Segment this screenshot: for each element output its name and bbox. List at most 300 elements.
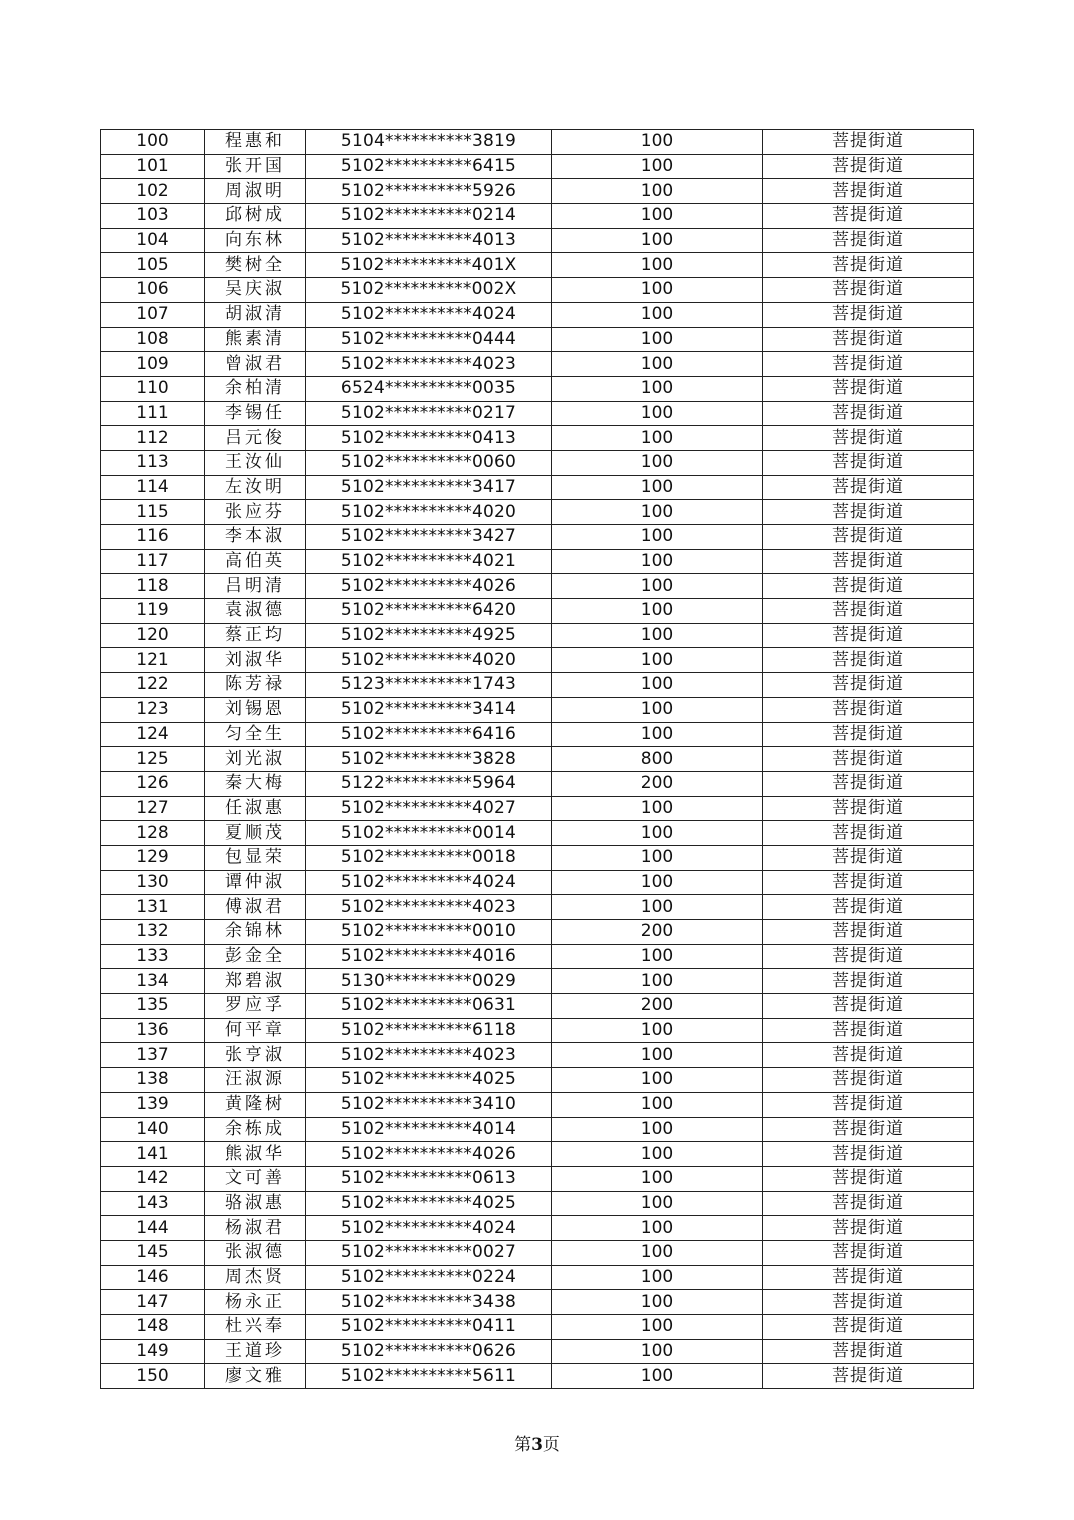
cell-street: 菩提街道 — [763, 599, 974, 624]
cell-amount: 100 — [552, 895, 763, 920]
cell-id-number: 5102**********0613 — [306, 1166, 552, 1191]
table-row — [101, 1216, 974, 1241]
cell-name: 罗应孚 — [205, 994, 306, 1019]
cell-name: 匀全生 — [205, 722, 306, 747]
table-row — [101, 302, 974, 327]
cell-amount: 100 — [552, 253, 763, 278]
cell-id-number: 5102**********0060 — [306, 450, 552, 475]
table-row — [101, 845, 974, 870]
cell-street: 菩提街道 — [763, 204, 974, 229]
cell-street: 菩提街道 — [763, 994, 974, 1019]
cell-street: 菩提街道 — [763, 1043, 974, 1068]
cell-name: 高伯英 — [205, 549, 306, 574]
cell-id-number: 5102**********5926 — [306, 179, 552, 204]
cell-number: 144 — [101, 1216, 205, 1241]
cell-id-number: 5102**********4013 — [306, 228, 552, 253]
page-footer — [0, 1430, 1074, 1455]
cell-name: 陈芳禄 — [205, 673, 306, 698]
cell-street: 菩提街道 — [763, 376, 974, 401]
cell-street: 菩提街道 — [763, 1315, 974, 1340]
cell-id-number: 5102**********0010 — [306, 920, 552, 945]
cell-amount: 100 — [552, 944, 763, 969]
cell-id-number: 5123**********1743 — [306, 673, 552, 698]
cell-number: 120 — [101, 623, 205, 648]
cell-amount: 100 — [552, 1290, 763, 1315]
table-row — [101, 426, 974, 451]
cell-id-number: 5102**********4023 — [306, 352, 552, 377]
table-row — [101, 870, 974, 895]
table-row — [101, 549, 974, 574]
cell-number: 118 — [101, 574, 205, 599]
cell-number: 145 — [101, 1240, 205, 1265]
cell-number: 121 — [101, 648, 205, 673]
cell-id-number: 5102**********0413 — [306, 426, 552, 451]
cell-number: 138 — [101, 1068, 205, 1093]
cell-id-number: 5102**********0014 — [306, 821, 552, 846]
cell-number: 114 — [101, 475, 205, 500]
cell-street: 菩提街道 — [763, 475, 974, 500]
cell-name: 王汝仙 — [205, 450, 306, 475]
cell-name: 张应芬 — [205, 500, 306, 525]
cell-name: 杜兴奉 — [205, 1315, 306, 1340]
cell-number: 107 — [101, 302, 205, 327]
table-row — [101, 376, 974, 401]
cell-number: 115 — [101, 500, 205, 525]
cell-street: 菩提街道 — [763, 1265, 974, 1290]
footer-prefix: 第 — [514, 1435, 532, 1455]
cell-number: 149 — [101, 1339, 205, 1364]
cell-id-number: 5102**********4021 — [306, 549, 552, 574]
table-row — [101, 747, 974, 772]
data-table — [100, 129, 974, 1389]
cell-amount: 100 — [552, 845, 763, 870]
cell-name: 张淑德 — [205, 1240, 306, 1265]
cell-street: 菩提街道 — [763, 623, 974, 648]
cell-number: 122 — [101, 673, 205, 698]
cell-amount: 100 — [552, 500, 763, 525]
table-row — [101, 944, 974, 969]
cell-id-number: 5102**********0444 — [306, 327, 552, 352]
cell-amount: 100 — [552, 648, 763, 673]
cell-id-number: 5102**********0224 — [306, 1265, 552, 1290]
cell-amount: 100 — [552, 278, 763, 303]
cell-id-number: 5130**********0029 — [306, 969, 552, 994]
cell-number: 106 — [101, 278, 205, 303]
cell-name: 余锦林 — [205, 920, 306, 945]
cell-id-number: 5102**********4925 — [306, 623, 552, 648]
table-row — [101, 1092, 974, 1117]
cell-street: 菩提街道 — [763, 944, 974, 969]
cell-name: 任淑惠 — [205, 796, 306, 821]
cell-name: 左汝明 — [205, 475, 306, 500]
cell-number: 113 — [101, 450, 205, 475]
cell-number: 125 — [101, 747, 205, 772]
cell-street: 菩提街道 — [763, 1092, 974, 1117]
cell-name: 包显荣 — [205, 845, 306, 870]
cell-id-number: 5102**********4014 — [306, 1117, 552, 1142]
cell-number: 142 — [101, 1166, 205, 1191]
table-row — [101, 327, 974, 352]
cell-street: 菩提街道 — [763, 845, 974, 870]
cell-street: 菩提街道 — [763, 352, 974, 377]
cell-amount: 100 — [552, 870, 763, 895]
cell-street: 菩提街道 — [763, 130, 974, 155]
cell-amount: 100 — [552, 1043, 763, 1068]
table-row — [101, 130, 974, 155]
table-row — [101, 1018, 974, 1043]
cell-number: 146 — [101, 1265, 205, 1290]
cell-name: 程惠和 — [205, 130, 306, 155]
cell-id-number: 5102**********5611 — [306, 1364, 552, 1389]
cell-street: 菩提街道 — [763, 525, 974, 550]
table-row — [101, 969, 974, 994]
cell-amount: 100 — [552, 549, 763, 574]
table-row — [101, 920, 974, 945]
table-row — [101, 204, 974, 229]
cell-name: 余栋成 — [205, 1117, 306, 1142]
cell-id-number: 5102**********4023 — [306, 1043, 552, 1068]
cell-street: 菩提街道 — [763, 796, 974, 821]
cell-amount: 100 — [552, 1092, 763, 1117]
cell-street: 菩提街道 — [763, 870, 974, 895]
cell-street: 菩提街道 — [763, 426, 974, 451]
cell-amount: 100 — [552, 1191, 763, 1216]
cell-id-number: 5102**********4027 — [306, 796, 552, 821]
cell-id-number: 5102**********4026 — [306, 574, 552, 599]
cell-amount: 200 — [552, 771, 763, 796]
cell-amount: 100 — [552, 697, 763, 722]
cell-number: 109 — [101, 352, 205, 377]
cell-id-number: 5102**********0626 — [306, 1339, 552, 1364]
cell-number: 111 — [101, 401, 205, 426]
table-row — [101, 1117, 974, 1142]
table-row — [101, 1290, 974, 1315]
cell-name: 周淑明 — [205, 179, 306, 204]
table-row — [101, 895, 974, 920]
cell-amount: 100 — [552, 1117, 763, 1142]
cell-amount: 100 — [552, 401, 763, 426]
cell-id-number: 5102**********0631 — [306, 994, 552, 1019]
cell-name: 刘锡恩 — [205, 697, 306, 722]
table-row — [101, 623, 974, 648]
cell-amount: 100 — [552, 623, 763, 648]
cell-street: 菩提街道 — [763, 895, 974, 920]
cell-name: 向东林 — [205, 228, 306, 253]
cell-street: 菩提街道 — [763, 179, 974, 204]
cell-amount: 100 — [552, 352, 763, 377]
cell-street: 菩提街道 — [763, 821, 974, 846]
cell-name: 吕元俊 — [205, 426, 306, 451]
cell-number: 135 — [101, 994, 205, 1019]
cell-name: 杨淑君 — [205, 1216, 306, 1241]
table-row — [101, 154, 974, 179]
cell-number: 141 — [101, 1142, 205, 1167]
cell-id-number: 5102**********4024 — [306, 302, 552, 327]
table-row — [101, 179, 974, 204]
cell-name: 袁淑德 — [205, 599, 306, 624]
cell-id-number: 5102**********3417 — [306, 475, 552, 500]
cell-name: 王道珍 — [205, 1339, 306, 1364]
table-row — [101, 697, 974, 722]
table-row — [101, 1142, 974, 1167]
cell-number: 105 — [101, 253, 205, 278]
cell-name: 夏顺茂 — [205, 821, 306, 846]
table-row — [101, 599, 974, 624]
cell-street: 菩提街道 — [763, 253, 974, 278]
cell-name: 汪淑源 — [205, 1068, 306, 1093]
cell-street: 菩提街道 — [763, 722, 974, 747]
cell-number: 137 — [101, 1043, 205, 1068]
cell-id-number: 5102**********6118 — [306, 1018, 552, 1043]
cell-id-number: 5102**********4024 — [306, 1216, 552, 1241]
cell-id-number: 5102**********3828 — [306, 747, 552, 772]
cell-id-number: 5102**********4025 — [306, 1191, 552, 1216]
table-row — [101, 278, 974, 303]
cell-name: 樊树全 — [205, 253, 306, 278]
table-row — [101, 1315, 974, 1340]
cell-name: 吕明清 — [205, 574, 306, 599]
cell-street: 菩提街道 — [763, 747, 974, 772]
cell-number: 103 — [101, 204, 205, 229]
cell-number: 108 — [101, 327, 205, 352]
cell-number: 130 — [101, 870, 205, 895]
cell-street: 菩提街道 — [763, 920, 974, 945]
cell-amount: 100 — [552, 450, 763, 475]
cell-amount: 100 — [552, 130, 763, 155]
cell-amount: 100 — [552, 796, 763, 821]
cell-name: 刘光淑 — [205, 747, 306, 772]
cell-number: 150 — [101, 1364, 205, 1389]
cell-number: 117 — [101, 549, 205, 574]
cell-amount: 100 — [552, 1142, 763, 1167]
cell-name: 文可善 — [205, 1166, 306, 1191]
cell-name: 周杰贤 — [205, 1265, 306, 1290]
cell-street: 菩提街道 — [763, 1364, 974, 1389]
cell-amount: 100 — [552, 1265, 763, 1290]
cell-street: 菩提街道 — [763, 302, 974, 327]
cell-amount: 100 — [552, 1339, 763, 1364]
cell-amount: 200 — [552, 994, 763, 1019]
cell-street: 菩提街道 — [763, 154, 974, 179]
table-row — [101, 722, 974, 747]
cell-number: 102 — [101, 179, 205, 204]
cell-id-number: 5122**********5964 — [306, 771, 552, 796]
cell-number: 136 — [101, 1018, 205, 1043]
cell-amount: 100 — [552, 969, 763, 994]
cell-number: 132 — [101, 920, 205, 945]
cell-id-number: 5102**********6415 — [306, 154, 552, 179]
cell-name: 杨永正 — [205, 1290, 306, 1315]
cell-id-number: 5102**********002X — [306, 278, 552, 303]
table-row — [101, 1339, 974, 1364]
cell-name: 蔡正均 — [205, 623, 306, 648]
cell-amount: 100 — [552, 228, 763, 253]
cell-street: 菩提街道 — [763, 574, 974, 599]
cell-street: 菩提街道 — [763, 1018, 974, 1043]
cell-number: 101 — [101, 154, 205, 179]
cell-number: 131 — [101, 895, 205, 920]
cell-number: 143 — [101, 1191, 205, 1216]
cell-name: 秦大梅 — [205, 771, 306, 796]
table-row — [101, 500, 974, 525]
cell-amount: 100 — [552, 673, 763, 698]
cell-number: 128 — [101, 821, 205, 846]
table-row — [101, 673, 974, 698]
cell-street: 菩提街道 — [763, 1068, 974, 1093]
cell-number: 124 — [101, 722, 205, 747]
cell-street: 菩提街道 — [763, 1339, 974, 1364]
table-row — [101, 475, 974, 500]
cell-number: 116 — [101, 525, 205, 550]
cell-street: 菩提街道 — [763, 1142, 974, 1167]
cell-id-number: 5102**********3438 — [306, 1290, 552, 1315]
cell-name: 傅淑君 — [205, 895, 306, 920]
cell-id-number: 5102**********401X — [306, 253, 552, 278]
table-row — [101, 771, 974, 796]
cell-name: 胡淑清 — [205, 302, 306, 327]
cell-street: 菩提街道 — [763, 1117, 974, 1142]
cell-number: 147 — [101, 1290, 205, 1315]
cell-id-number: 5102**********3414 — [306, 697, 552, 722]
cell-amount: 100 — [552, 599, 763, 624]
cell-number: 104 — [101, 228, 205, 253]
cell-amount: 100 — [552, 376, 763, 401]
cell-id-number: 5102**********4020 — [306, 648, 552, 673]
cell-name: 张开国 — [205, 154, 306, 179]
cell-number: 127 — [101, 796, 205, 821]
table-row — [101, 401, 974, 426]
table-row — [101, 1166, 974, 1191]
footer-suffix: 页 — [542, 1435, 560, 1455]
cell-id-number: 5102**********4025 — [306, 1068, 552, 1093]
cell-street: 菩提街道 — [763, 1240, 974, 1265]
cell-name: 彭金全 — [205, 944, 306, 969]
cell-street: 菩提街道 — [763, 1166, 974, 1191]
cell-number: 100 — [101, 130, 205, 155]
cell-street: 菩提街道 — [763, 771, 974, 796]
cell-street: 菩提街道 — [763, 500, 974, 525]
table-row — [101, 253, 974, 278]
cell-street: 菩提街道 — [763, 278, 974, 303]
cell-name: 黄隆树 — [205, 1092, 306, 1117]
cell-amount: 100 — [552, 327, 763, 352]
cell-amount: 100 — [552, 525, 763, 550]
table-row — [101, 821, 974, 846]
cell-amount: 200 — [552, 920, 763, 945]
table-row — [101, 1364, 974, 1389]
table-row — [101, 1265, 974, 1290]
table-row — [101, 525, 974, 550]
cell-name: 熊淑华 — [205, 1142, 306, 1167]
cell-name: 李锡任 — [205, 401, 306, 426]
cell-id-number: 5102**********6420 — [306, 599, 552, 624]
cell-id-number: 5102**********4026 — [306, 1142, 552, 1167]
cell-id-number: 5102**********0018 — [306, 845, 552, 870]
cell-street: 菩提街道 — [763, 1191, 974, 1216]
cell-number: 140 — [101, 1117, 205, 1142]
cell-id-number: 5102**********0217 — [306, 401, 552, 426]
cell-street: 菩提街道 — [763, 549, 974, 574]
cell-name: 余柏清 — [205, 376, 306, 401]
table-row — [101, 352, 974, 377]
cell-id-number: 5102**********4020 — [306, 500, 552, 525]
cell-name: 李本淑 — [205, 525, 306, 550]
cell-amount: 100 — [552, 1364, 763, 1389]
cell-id-number: 5102**********4023 — [306, 895, 552, 920]
cell-amount: 100 — [552, 1166, 763, 1191]
cell-number: 129 — [101, 845, 205, 870]
cell-id-number: 5102**********4016 — [306, 944, 552, 969]
cell-id-number: 5102**********3427 — [306, 525, 552, 550]
cell-number: 133 — [101, 944, 205, 969]
cell-id-number: 5104**********3819 — [306, 130, 552, 155]
cell-amount: 100 — [552, 821, 763, 846]
table-row — [101, 648, 974, 673]
cell-street: 菩提街道 — [763, 450, 974, 475]
cell-street: 菩提街道 — [763, 401, 974, 426]
cell-street: 菩提街道 — [763, 228, 974, 253]
cell-number: 126 — [101, 771, 205, 796]
cell-number: 139 — [101, 1092, 205, 1117]
table-row — [101, 450, 974, 475]
cell-name: 曾淑君 — [205, 352, 306, 377]
cell-number: 134 — [101, 969, 205, 994]
cell-number: 123 — [101, 697, 205, 722]
cell-amount: 100 — [552, 1315, 763, 1340]
cell-amount: 100 — [552, 302, 763, 327]
table-row — [101, 796, 974, 821]
cell-street: 菩提街道 — [763, 969, 974, 994]
table-row — [101, 994, 974, 1019]
cell-name: 张亨淑 — [205, 1043, 306, 1068]
cell-id-number: 5102**********0411 — [306, 1315, 552, 1340]
cell-name: 熊素清 — [205, 327, 306, 352]
page-number: 3 — [531, 1435, 543, 1455]
cell-street: 菩提街道 — [763, 697, 974, 722]
cell-amount: 100 — [552, 1068, 763, 1093]
cell-id-number: 5102**********0027 — [306, 1240, 552, 1265]
cell-name: 刘淑华 — [205, 648, 306, 673]
cell-amount: 100 — [552, 204, 763, 229]
cell-name: 廖文雅 — [205, 1364, 306, 1389]
cell-name: 邱树成 — [205, 204, 306, 229]
cell-number: 112 — [101, 426, 205, 451]
cell-name: 郑碧淑 — [205, 969, 306, 994]
cell-amount: 100 — [552, 1240, 763, 1265]
table-row — [101, 1191, 974, 1216]
cell-street: 菩提街道 — [763, 327, 974, 352]
cell-amount: 100 — [552, 1018, 763, 1043]
cell-name: 谭仲淑 — [205, 870, 306, 895]
cell-amount: 100 — [552, 475, 763, 500]
cell-amount: 800 — [552, 747, 763, 772]
cell-id-number: 5102**********4024 — [306, 870, 552, 895]
cell-id-number: 5102**********6416 — [306, 722, 552, 747]
cell-amount: 100 — [552, 179, 763, 204]
cell-name: 骆淑惠 — [205, 1191, 306, 1216]
cell-name: 何平章 — [205, 1018, 306, 1043]
cell-number: 119 — [101, 599, 205, 624]
cell-amount: 100 — [552, 1216, 763, 1241]
cell-street: 菩提街道 — [763, 1216, 974, 1241]
cell-amount: 100 — [552, 722, 763, 747]
cell-street: 菩提街道 — [763, 1290, 974, 1315]
cell-street: 菩提街道 — [763, 648, 974, 673]
cell-id-number: 5102**********3410 — [306, 1092, 552, 1117]
cell-street: 菩提街道 — [763, 673, 974, 698]
cell-amount: 100 — [552, 426, 763, 451]
table-row — [101, 228, 974, 253]
